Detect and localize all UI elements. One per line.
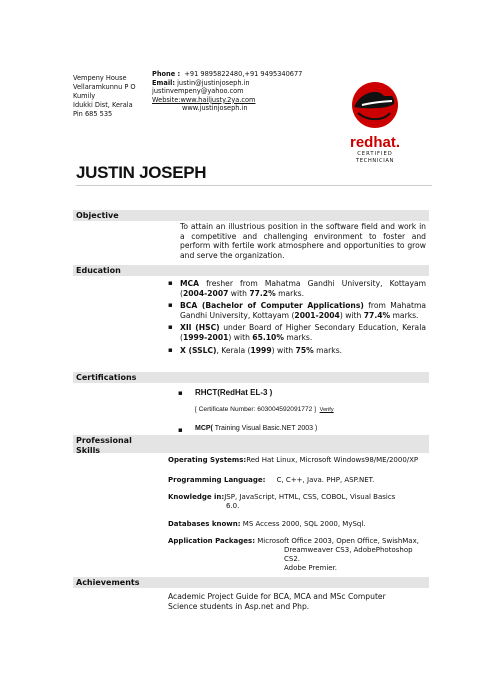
email-link-2[interactable]: justinvempeny@yahoo.com [152,87,244,96]
redhat-logo [340,80,410,170]
header-divider [76,185,432,186]
achievements-heading: Achievements [76,578,140,587]
objective-heading: Objective [76,211,119,220]
list-item: ▪ XII (HSC) under Board of Higher Secondary Education, Kerala (1999-2001) with 65.10% marks. [168,323,426,342]
website-link-2[interactable]: www.justinjoseph.in [182,104,248,113]
website-label: Website: [152,95,181,104]
achievements-text: Academic Project Guide for BCA, MCA and MSc Computer Science students in Asp.net and Php. [168,592,386,611]
address-line: Pin 685 535 [73,110,113,118]
objective-bar [73,210,429,221]
education-list [168,279,426,358]
certified-label: CERTIFIED [357,151,393,157]
redhat-shadowman-icon [340,80,410,130]
cert-number: [ Certificate Number: 603004592091772 ] [195,406,316,413]
rhct-cert: RHCT(RedHat EL-3 ) [195,388,273,397]
contact-block [152,70,302,113]
list-item: ▪ MCA fresher from Mahatma Gandhi University, Kottayam (2004-2007 with 77.2% marks. [168,279,426,298]
candidate-name: JUSTIN JOSEPH [76,163,207,182]
list-item: ▪ X (SSLC), Kerala (1999) with 75% marks. [168,346,426,356]
address-line: Kumily [73,92,96,100]
objective-text: To attain an illustrious position in the software field and work in a competitive and challenging environment to foster and perform with fertile work atmosphere and opportunities to grow and serve the organization. [180,222,426,260]
skill-applications: Application Packages: Microsoft Office 2003, Open Office, SwishMax, Dreamweaver CS3, AdobePhotoshop CS2. Adobe Premier. [168,537,419,572]
email-label: Email: [152,78,175,87]
phone-value: +91 9895822480,+91 9495340677 [184,70,303,78]
verify-link[interactable]: Verify [319,407,334,413]
address-line: Vellaramkunnu P O [73,83,136,91]
address-line: Idukki Dist, Kerala [73,101,133,109]
list-item: ▪ BCA (Bachelor of Computer Applications) from Mahatma Gandhi University, Kottayam (2001-2004) with 77.4% marks. [168,301,426,320]
mcp-cert: MCP( Training Visual Basic.NET 2003 ) [195,425,318,432]
skill-databases: Databases known: MS Access 2000, SQL 2000, MySql. [168,520,366,528]
certifications-heading: Certifications [76,373,137,382]
address-block [73,74,136,119]
skill-programming: Programming Language: C, C++, Java. PHP, ASP.NET. [168,476,375,484]
phone-label: Phone : [152,70,181,78]
address-line: Vempeny House [73,74,127,82]
website-link[interactable]: www.hailjusty.2ya.com [180,95,256,104]
skill-knowledge: Knowledge in:JSP, JavaScript, HTML, CSS, COBOL, Visual Basics 6.0. [168,493,396,510]
bullet-icon: ▪ [178,389,183,397]
bullet-icon: ▪ [178,426,183,434]
technician-label: TECHNICIAN [356,158,394,164]
redhat-brand: redhat. [349,134,400,151]
skill-os: Operating Systems:Red Hat Linux, Microsoft Windows98/ME/2000/XP [168,456,419,464]
email-link[interactable]: justin@justinjoseph.in [177,78,250,87]
skills-heading: Professional Skills [76,436,132,455]
education-heading: Education [76,266,121,275]
education-bar [73,265,429,276]
